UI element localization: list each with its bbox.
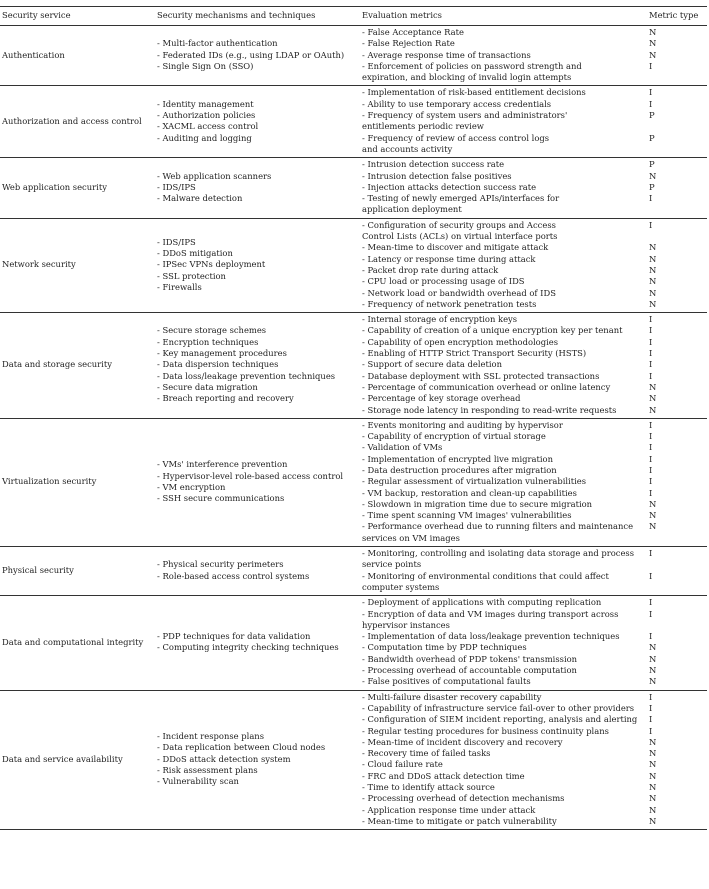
metric-type-value: I	[649, 548, 653, 559]
table-row	[0, 596, 707, 690]
cell-mechanisms	[155, 218, 360, 312]
metric-type-value: I	[649, 597, 653, 608]
metric-item: - Deployment of applications with computing replication	[362, 597, 602, 608]
mechanism-item: - Breach reporting and recovery	[157, 393, 294, 404]
metric-type-value: N	[649, 170, 657, 181]
metric-type-value: I	[649, 487, 653, 498]
mechanism-item: - Data replication between Cloud nodes	[157, 742, 326, 753]
mechanism-item: - DDoS mitigation	[157, 247, 233, 258]
mechanism-item: - Single Sign On (SSO)	[157, 60, 254, 71]
metric-type-value: I	[649, 464, 653, 475]
metric-type-value: I	[649, 370, 653, 381]
metric-item: - Multi-failure disaster recovery capability	[362, 691, 542, 702]
metric-type-value: N	[649, 782, 657, 792]
metric-item: - Mean-time of incident discovery and recovery	[362, 736, 563, 747]
metric-item: - Recovery time of failed tasks	[362, 748, 491, 759]
cell-metric-type	[647, 26, 707, 86]
metric-type-value: N	[649, 287, 657, 298]
mechanism-item: - PDP techniques for data validation	[157, 631, 311, 642]
metric-item: entitlements periodic review	[362, 121, 484, 132]
metric-type-value: N	[649, 498, 657, 509]
metric-type-value: P	[649, 110, 655, 121]
mechanism-item: - SSL protection	[157, 270, 226, 281]
metric-item: - Capability of encryption of virtual storage	[362, 431, 546, 442]
metric-item: - CPU load or processing usage of IDS	[362, 276, 525, 287]
metric-item: - Processing overhead of accountable computation	[362, 665, 577, 676]
cell-security-service: Data and service availability	[2, 753, 123, 764]
header-security-service: Security service	[2, 10, 71, 21]
mechanism-item: - Web application scanners	[157, 170, 272, 181]
metric-type-value	[649, 144, 705, 155]
metric-item: - Implementation of risk-based entitlement decisions	[362, 87, 586, 98]
cell-mechanisms	[155, 596, 360, 690]
mechanism-item: - Malware detection	[157, 193, 243, 204]
mechanism-item: - Data loss/leakage prevention techniques	[157, 370, 336, 381]
metric-item: - Slowdown in migration time due to secure migration	[362, 498, 593, 509]
metric-item: - FRC and DDoS attack detection time	[362, 770, 525, 781]
metric-type-value: I	[649, 476, 653, 487]
cell-security-service: Data and computational integrity	[2, 636, 144, 647]
metric-type-value: N	[649, 759, 657, 770]
metric-item: - Internal storage of encryption keys	[362, 314, 518, 325]
mechanism-item: - Multi-factor authentication	[157, 38, 278, 49]
mechanism-item: - Firewalls	[157, 281, 202, 292]
header-metric-type: Metric type	[649, 10, 699, 21]
cell-mechanisms	[155, 418, 360, 546]
metric-type-value	[649, 204, 705, 215]
metric-item: Control Lists (ACLs) on virtual interface ports	[362, 231, 558, 242]
metric-type-value	[649, 559, 705, 570]
metric-type-value: I	[649, 725, 653, 736]
metric-item: - Network load or bandwidth overhead of IDS	[362, 287, 556, 298]
metric-item: expiration, and blocking of invalid login attempts	[362, 72, 572, 83]
metric-type-value	[649, 620, 705, 631]
metric-item: - Storage node latency in responding to read-write requests	[362, 404, 617, 415]
mechanism-item: - Federated IDs (e.g., using LDAP or OAuth)	[157, 49, 345, 60]
metric-type-value: I	[649, 608, 653, 619]
mechanism-item: - Vulnerability scan	[157, 776, 239, 787]
cell-metric-type	[647, 418, 707, 546]
metric-item: - Events monitoring and auditing by hypervisor	[362, 419, 563, 430]
metric-item: - Frequency of network penetration tests	[362, 298, 537, 309]
mechanism-item: - Incident response plans	[157, 731, 264, 742]
cell-metric-type	[647, 690, 707, 830]
table-header	[0, 7, 707, 26]
mechanism-item: - Auditing and logging	[157, 132, 252, 143]
table-row	[0, 158, 707, 218]
metric-type-value: I	[649, 453, 653, 464]
metric-item: computer systems	[362, 581, 440, 592]
mechanism-item: - SSH secure communications	[157, 493, 285, 504]
metric-item: hypervisor instances	[362, 619, 450, 630]
metric-type-value: N	[649, 393, 657, 404]
metric-item: and accounts activity	[362, 143, 453, 154]
metric-type-value: N	[649, 264, 657, 275]
cell-metric-type	[647, 596, 707, 690]
metric-item: - Percentage of communication overhead or online latency	[362, 381, 611, 392]
metric-item: - Monitoring of environmental conditions that could affect	[362, 570, 609, 581]
cell-security-service: Web application security	[2, 181, 107, 192]
metric-item: - Configuration of security groups and Access	[362, 219, 556, 230]
metric-item: application deployment	[362, 204, 462, 215]
table-row	[0, 218, 707, 312]
metric-item: - Ability to use temporary access credentials	[362, 98, 552, 109]
metric-type-value: I	[649, 348, 653, 359]
header-security-mechanisms: Security mechanisms and techniques	[157, 10, 316, 21]
metric-type-value: N	[649, 242, 657, 253]
metric-item: - Application response time under attack	[362, 804, 536, 815]
mechanism-item: - IDS/IPS	[157, 236, 196, 247]
metric-item: - Testing of newly emerged APIs/interfaces for	[362, 193, 560, 204]
metric-type-value: P	[649, 132, 655, 143]
metric-type-value	[649, 533, 705, 544]
metric-type-value: N	[649, 276, 657, 287]
cell-security-service: Network security	[2, 259, 76, 270]
metric-item: - Processing overhead of detection mechanisms	[362, 793, 565, 804]
metric-type-value	[649, 582, 705, 593]
metric-type-value: I	[649, 691, 653, 702]
metric-item: - Cloud failure rate	[362, 759, 443, 770]
metric-type-value: N	[649, 253, 657, 264]
cell-evaluation-metrics	[360, 26, 647, 86]
metric-type-value	[649, 121, 705, 132]
metric-item: - Validation of VMs	[362, 442, 443, 453]
cell-metric-type	[647, 547, 707, 596]
metric-item: - False positives of computational faults	[362, 676, 531, 687]
metric-item: - Capability of infrastructure service fail-over to other providers	[362, 702, 635, 713]
metric-type-value: I	[649, 419, 653, 430]
table-row	[0, 313, 707, 419]
metric-item: - Bandwidth overhead of PDP tokens' transmission	[362, 653, 578, 664]
metric-item: - False Rejection Rate	[362, 38, 455, 49]
metric-type-value: N	[649, 815, 657, 826]
mechanism-item: - Secure storage schemes	[157, 325, 267, 336]
metric-item: - Database deployment with SSL protected transactions	[362, 370, 600, 381]
metric-type-value: I	[649, 702, 653, 713]
cell-evaluation-metrics	[360, 418, 647, 546]
metric-item: - Packet drop rate during attack	[362, 264, 499, 275]
metric-item: - Data destruction procedures after migration	[362, 464, 557, 475]
metric-type-value: I	[649, 314, 653, 325]
metric-item: - Mean-time to mitigate or patch vulnerability	[362, 815, 557, 826]
metric-type-value: I	[649, 325, 653, 336]
metric-type-value: I	[649, 714, 653, 725]
cell-mechanisms	[155, 26, 360, 86]
table-row	[0, 547, 707, 596]
cell-mechanisms	[155, 313, 360, 419]
cell-security-service: Physical security	[2, 565, 74, 575]
metric-type-value: N	[649, 404, 657, 415]
metric-type-value: N	[649, 49, 657, 60]
cell-security-service: Data and storage security	[2, 359, 112, 370]
metric-type-value: N	[649, 27, 657, 37]
table-row	[0, 26, 707, 86]
metric-item: - Latency or response time during attack	[362, 253, 536, 264]
metric-type-value: N	[649, 381, 657, 392]
cell-mechanisms	[155, 86, 360, 158]
cell-evaluation-metrics	[360, 547, 647, 596]
mechanism-item: - Key management procedures	[157, 348, 287, 359]
header-evaluation-metrics: Evaluation metrics	[362, 10, 442, 21]
metric-type-value: N	[649, 793, 657, 804]
metric-type-value: N	[649, 38, 657, 49]
cell-security-service: Authentication	[2, 49, 65, 60]
security-metrics-table	[0, 6, 707, 830]
metric-item: - Support of secure data deletion	[362, 359, 502, 370]
metric-type-value: P	[649, 181, 655, 192]
metric-item: - Frequency of system users and administrators'	[362, 110, 568, 121]
metric-item: - Implementation of encrypted live migration	[362, 453, 553, 464]
cell-mechanisms	[155, 690, 360, 830]
metric-item: - Regular assessment of virtualization vulnerabilities	[362, 476, 587, 487]
metric-item: - Monitoring, controlling and isolating data storage and process	[362, 548, 635, 559]
metric-item: - Computation time by PDP techniques	[362, 642, 527, 653]
mechanism-item: - Data dispersion techniques	[157, 359, 279, 370]
metric-item: - Enforcement of policies on password strength and	[362, 60, 582, 71]
metric-item: - Enabling of HTTP Strict Transport Security (HSTS)	[362, 348, 587, 359]
metric-item: - False Acceptance Rate	[362, 27, 464, 37]
mechanism-item: - IDS/IPS	[157, 181, 196, 192]
mechanism-item: - VMs' interference prevention	[157, 459, 288, 470]
cell-evaluation-metrics	[360, 596, 647, 690]
metric-item: - Time to identify attack source	[362, 782, 495, 792]
metric-item: - Mean-time to discover and mitigate attack	[362, 242, 549, 253]
metric-type-value: I	[649, 359, 653, 370]
metric-type-value: I	[649, 87, 653, 98]
metric-type-value: N	[649, 642, 657, 653]
metric-type-value: I	[649, 193, 653, 204]
metric-item: - Capability of open encryption methodologies	[362, 336, 559, 347]
mechanism-item: - DDoS attack detection system	[157, 753, 291, 764]
metric-type-value: I	[649, 631, 653, 642]
metric-type-value: I	[649, 219, 653, 230]
metric-type-value: N	[649, 665, 657, 676]
metric-item: - Performance overhead due to running filters and maintenance	[362, 521, 634, 532]
cell-metric-type	[647, 86, 707, 158]
cell-evaluation-metrics	[360, 218, 647, 312]
metric-type-value: N	[649, 736, 657, 747]
metric-item: - Configuration of SIEM incident reporting, analysis and alerting	[362, 714, 638, 725]
metric-type-value	[649, 72, 705, 83]
metric-item: - Average response time of transactions	[362, 49, 531, 60]
metric-item: - VM backup, restoration and clean-up capabilities	[362, 487, 577, 498]
metric-type-value: N	[649, 521, 657, 532]
metric-type-value: I	[649, 60, 653, 71]
metric-type-value: N	[649, 804, 657, 815]
table-row	[0, 418, 707, 546]
metric-type-value: N	[649, 770, 657, 781]
cell-evaluation-metrics	[360, 86, 647, 158]
mechanism-item: - Hypervisor-level role-based access control	[157, 470, 344, 481]
cell-evaluation-metrics	[360, 313, 647, 419]
metric-item: - Regular testing procedures for business continuity plans	[362, 725, 609, 736]
header-row	[0, 7, 707, 26]
metric-type-value: P	[649, 159, 655, 170]
mechanism-item: - Authorization policies	[157, 110, 256, 121]
cell-mechanisms	[155, 158, 360, 218]
metric-item: - Encryption of data and VM images during transport across	[362, 608, 619, 619]
cell-evaluation-metrics	[360, 690, 647, 830]
cell-mechanisms	[155, 547, 360, 596]
cell-evaluation-metrics	[360, 158, 647, 218]
metric-item: - Injection attacks detection success rate	[362, 181, 537, 192]
metric-type-value: N	[649, 298, 657, 309]
table-row	[0, 86, 707, 158]
cell-metric-type	[647, 313, 707, 419]
metric-item: - Capability of creation of a unique encryption key per tenant	[362, 325, 623, 336]
metric-item: - Intrusion detection false positives	[362, 170, 512, 181]
metric-item: - Frequency of review of access control logs	[362, 132, 550, 143]
metric-type-value: N	[649, 510, 657, 521]
metric-type-value: I	[649, 98, 653, 109]
mechanism-item: - Role-based access control systems	[157, 570, 310, 581]
table-row	[0, 690, 707, 830]
mechanism-item: - XACML access control	[157, 121, 259, 132]
mechanism-item: - Computing integrity checking techniques	[157, 642, 339, 653]
mechanism-item: - Secure data migration	[157, 381, 258, 392]
metric-type-value: I	[649, 336, 653, 347]
mechanism-item: - VM encryption	[157, 481, 226, 492]
mechanism-item: - IPSec VPNs deployment	[157, 259, 266, 270]
metric-type-value: N	[649, 653, 657, 664]
metric-type-value: I	[649, 431, 653, 442]
metric-item: services on VM images	[362, 532, 460, 543]
metric-type-value	[649, 231, 705, 242]
metric-type-value: N	[649, 748, 657, 759]
metric-item: - Intrusion detection success rate	[362, 159, 505, 170]
metric-type-value: I	[649, 570, 653, 581]
cell-metric-type	[647, 218, 707, 312]
metric-item: - Implementation of data loss/leakage prevention techniques	[362, 631, 620, 642]
metric-type-value: N	[649, 676, 657, 687]
metric-item: service points	[362, 559, 422, 570]
cell-metric-type	[647, 158, 707, 218]
metric-item: - Time spent scanning VM images' vulnerabilities	[362, 510, 572, 521]
metric-item: - Percentage of key storage overhead	[362, 393, 521, 404]
mechanism-item: - Encryption techniques	[157, 336, 259, 347]
cell-security-service: Authorization and access control	[2, 115, 142, 126]
mechanism-item: - Risk assessment plans	[157, 765, 258, 776]
cell-security-service: Virtualization security	[2, 476, 97, 487]
metric-type-value: I	[649, 442, 653, 453]
table-body	[0, 26, 707, 830]
mechanism-item: - Physical security perimeters	[157, 559, 284, 570]
mechanism-item: - Identity management	[157, 98, 254, 109]
